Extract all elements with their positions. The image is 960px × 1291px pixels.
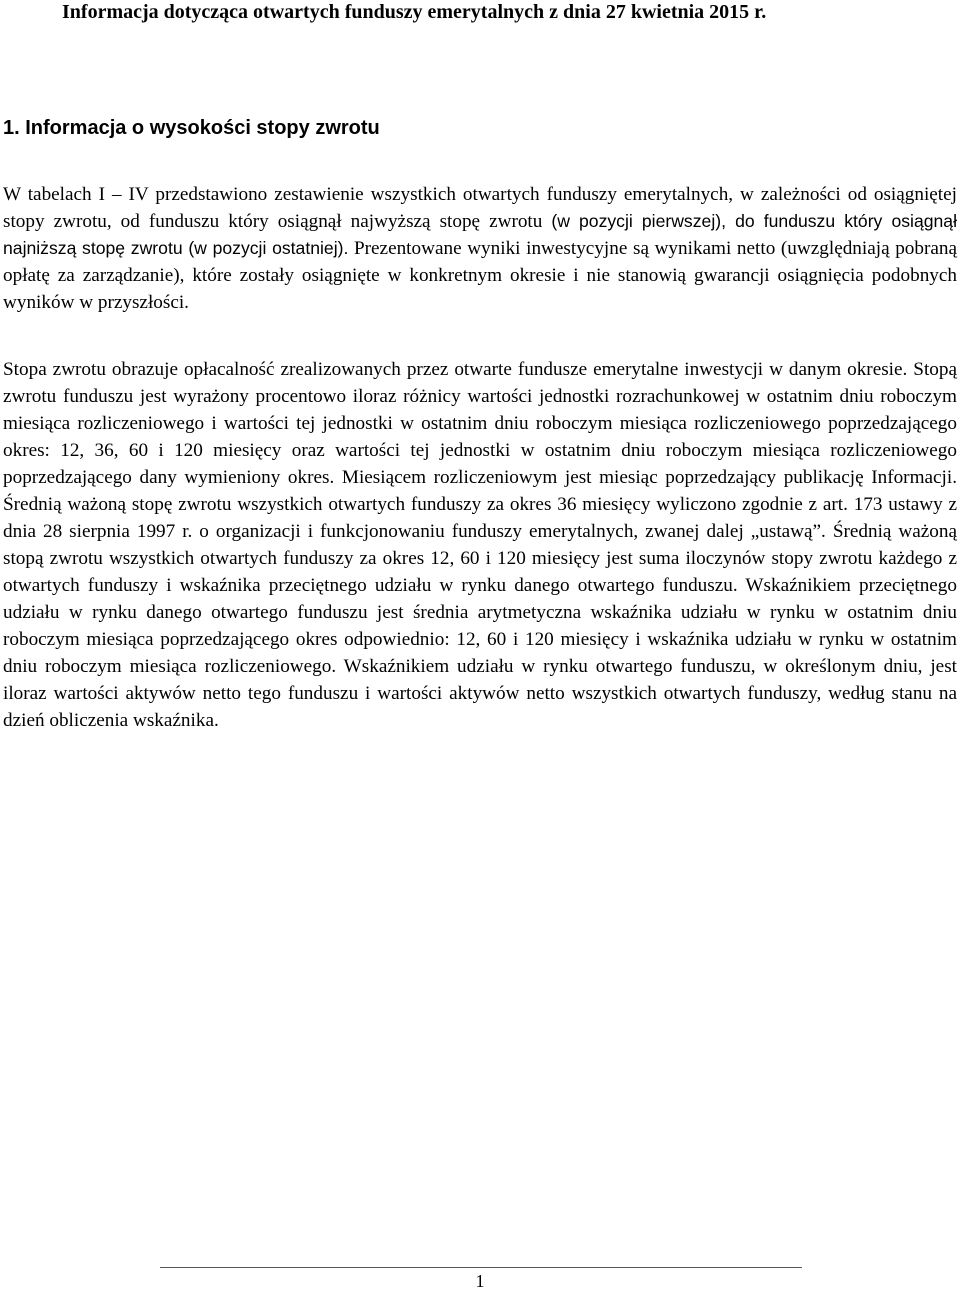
intro-paragraph-part-a: W tabelach I – IV przedstawiono zestawienie wszystkich otwartych funduszy emerytalnych, w zależności od osiągniętej stopy zwrotu, od funduszu który osiągnął najwyższą stopę zwrotu bbox=[3, 184, 957, 232]
document-title: Informacja dotycząca otwartych funduszy emerytalnych z dnia 27 kwietnia 2015 r. bbox=[62, 1, 767, 23]
section-heading: 1. Informacja o wysokości stopy zwrotu bbox=[3, 117, 380, 139]
intro-paragraph bbox=[3, 181, 957, 316]
intro-paragraph-part-b: (w pozycji pierwszej), do funduszu który osiągnął najniższą stopę zwrotu (w pozycji ostatniej). bbox=[3, 211, 957, 258]
rate-of-return-paragraph: Stopa zwrotu obrazuje opłacalność zrealizowanych przez otwarte fundusze emerytalne inwestycji w danym okresie. Stopą zwrotu funduszu jest wyrażony procentowo iloraz różnicy wartości jednostki rozrachunkowej w ostatnim dniu roboczym miesiąca rozliczeniowego i wartości tej jednostki w ostatnim dniu roboczym miesiąca rozliczeniowego poprzedzającego okres: 12, 36, 60 i 120 miesięcy oraz wartości tej jednostki w ostatnim dniu roboczym miesiąca rozliczeniowego poprzedzającego dany wymieniony okres. Miesiącem rozliczeniowym jest miesiąc poprzedzający publikację Informacji. Średnią ważoną stopę zwrotu wszystkich otwartych funduszy za okres 36 miesięcy wyliczono zgodnie z art. 173 ustawy z dnia 28 sierpnia 1997 r. o organizacji i funkcjonowaniu funduszy emerytalnych, zwanej dalej „ustawą”. Średnią ważoną stopą zwrotu wszystkich otwartych funduszy za okres 12, 60 i 120 miesięcy jest suma iloczynów stopy zwrotu każdego z otwartych funduszy i wskaźnika przeciętnego udziału w rynku danego otwartego funduszu. Wskaźnikiem przeciętnego udziału w rynku danego otwartego funduszu jest średnia arytmetyczna wskaźnika udziału w rynku w ostatnim dniu roboczym miesiąca poprzedzającego okres odpowiednio: 12, 60 i 120 miesięcy i wskaźnika udziału w rynku w ostatnim dniu roboczym miesiąca rozliczeniowego. Wskaźnikiem udziału w rynku otwartego funduszu, w określonym dniu, jest iloraz wartości aktywów netto tego funduszu i wartości aktywów netto wszystkich otwartych funduszy, według stanu na dzień obliczenia wskaźnika. bbox=[3, 359, 957, 731]
footer-divider bbox=[160, 1267, 802, 1268]
page-number: 1 bbox=[475, 1271, 485, 1291]
intro-paragraph-part-c: Prezentowane wyniki inwestycyjne są wynikami netto (uwzględniają pobraną opłatę za zarządzanie), które zostały osiągnięte w konkretnym okresie i nie stanowią gwarancji osiągnięcia podobnych wyników w przyszłości. bbox=[3, 238, 957, 313]
